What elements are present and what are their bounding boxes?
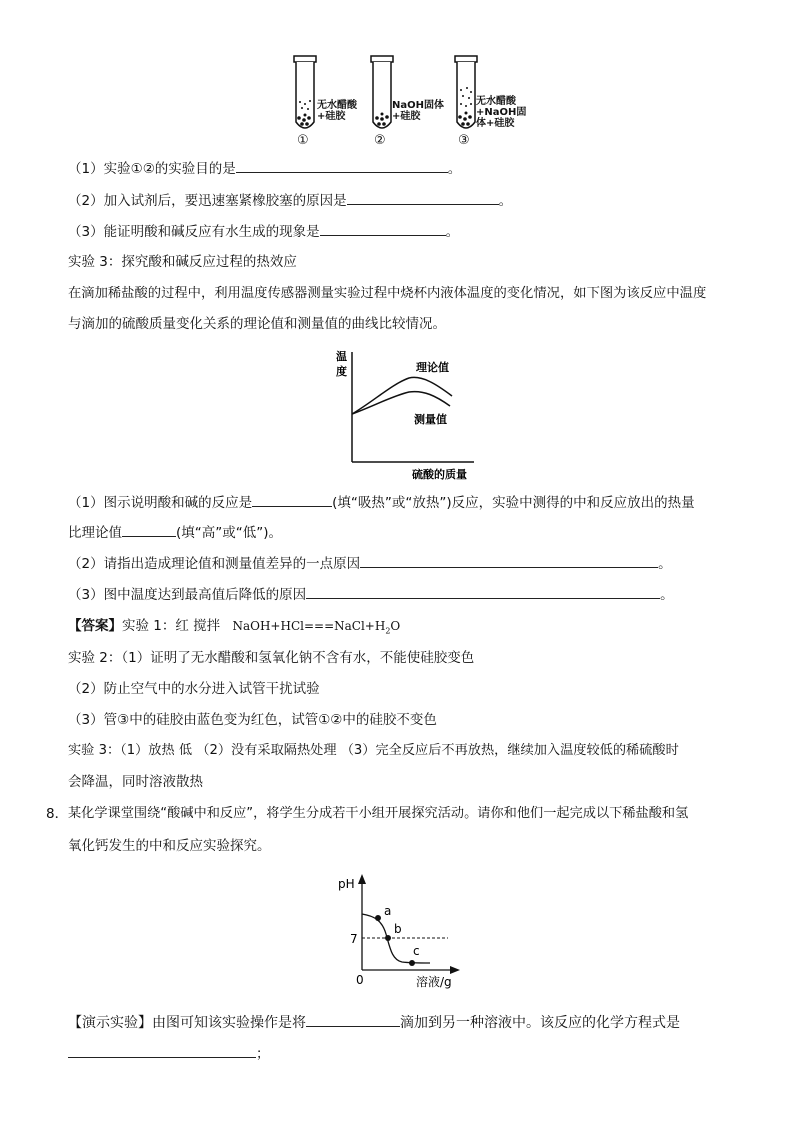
tube-1-number: ① bbox=[297, 133, 309, 148]
temperature-chart-svg bbox=[334, 346, 484, 484]
tube-1-label-line-2: +硅胶 bbox=[317, 111, 346, 122]
demo-end: ； bbox=[256, 1046, 270, 1062]
answer-line-4: （3）管③中的硅胶由蓝色变为红色，试管①②中的硅胶不变色 bbox=[68, 712, 437, 728]
exp2-answer-blank-3[interactable] bbox=[320, 221, 446, 236]
demo-tag: 【演示实验】 bbox=[68, 1015, 152, 1031]
exp2-question-3 bbox=[68, 221, 459, 242]
exp3-paragraph-line-2: 与滴加的硫酸质量变化关系的理论值和测量值的曲线比较情况。 bbox=[68, 316, 446, 332]
test-tube-figure bbox=[285, 52, 535, 152]
exp3-question-2-text: （2）请指出造成理论值和测量值差异的一点原因 bbox=[68, 556, 361, 572]
tube-2-label-line-1: NaOH固体 bbox=[392, 100, 444, 111]
exp3-question-3-end: 。 bbox=[660, 587, 674, 603]
test-tube-1 bbox=[294, 56, 316, 128]
answer-line-2: 实验 2：（1）证明了无水醋酸和氢氧化钠不含有水，不能使硅胶变色 bbox=[68, 650, 475, 666]
ph-chart-xlabel: 溶液/g bbox=[416, 975, 452, 989]
ph-point-a-label: a bbox=[384, 904, 392, 918]
exp2-question-3-end: 。 bbox=[445, 224, 460, 240]
exp2-question-1-text: （1）实验①②的实验目的是 bbox=[68, 161, 236, 177]
ph-point-b bbox=[385, 935, 391, 941]
answer-equation bbox=[232, 619, 401, 636]
temp-chart-ylabel-2: 度 bbox=[336, 365, 347, 378]
ph-y7-label: 7 bbox=[350, 932, 358, 946]
ph-point-c-label: c bbox=[413, 944, 420, 958]
question-8-text-line-2: 氧化钙发生的中和反应实验探究。 bbox=[68, 838, 271, 854]
tube-3-label-line-2: +NaOH固 bbox=[476, 107, 527, 118]
exp2-question-2 bbox=[68, 190, 512, 211]
exp3-answer-blank-4[interactable] bbox=[306, 584, 660, 599]
demo-line-1 bbox=[68, 1012, 680, 1033]
question-8-number: 8． bbox=[46, 806, 69, 822]
demo-answer-blank-1[interactable] bbox=[306, 1012, 400, 1027]
test-tube-3 bbox=[455, 56, 477, 128]
exp3-answer-blank-2[interactable] bbox=[122, 522, 176, 537]
exp3-question-1-text: （1）图示说明酸和碱的反应是 bbox=[68, 495, 253, 511]
exp3-question-1-line-2 bbox=[68, 522, 282, 543]
exp3-question-3-text: （3）图中温度达到最高值后降低的原因 bbox=[68, 587, 307, 603]
temp-chart-xlabel: 硫酸的质量 bbox=[412, 468, 467, 481]
demo-line-2 bbox=[68, 1043, 270, 1064]
exp3-answer-blank-3[interactable] bbox=[360, 553, 658, 568]
theory-series-label: 理论值 bbox=[416, 361, 449, 374]
exp2-question-2-text: （2）加入试剂后，要迅速塞紧橡胶塞的原因是 bbox=[68, 193, 347, 209]
tube-3-label-line-3: 体+硅胶 bbox=[476, 118, 515, 129]
exp3-question-2-end: 。 bbox=[658, 556, 672, 572]
tube-3-label-line-1: 无水醋酸 bbox=[476, 96, 516, 107]
temp-chart-ylabel-1: 温 bbox=[336, 350, 347, 363]
exp3-answer-blank-1[interactable] bbox=[252, 492, 332, 507]
demo-text: 由图可知该实验操作是将 bbox=[152, 1015, 306, 1031]
exp3-question-3 bbox=[68, 584, 674, 605]
answer-line-3: （2）防止空气中的水分进入试管干扰试验 bbox=[68, 681, 320, 697]
exp3-title: 实验 3：探究酸和碱反应过程的热效应 bbox=[68, 254, 297, 270]
demo-text-mid: 滴加到另一种溶液中。该反应的化学方程式是 bbox=[400, 1015, 680, 1031]
demo-answer-blank-2[interactable] bbox=[68, 1043, 256, 1058]
ph-y-axis-arrow bbox=[358, 874, 366, 884]
exp2-question-2-end: 。 bbox=[498, 193, 513, 209]
answer-line-1 bbox=[68, 616, 400, 641]
ph-chart-ylabel: pH bbox=[338, 877, 355, 891]
answer-equation-tail: O bbox=[390, 619, 401, 633]
exp2-question-3-text: （3）能证明酸和碱反应有水生成的现象是 bbox=[68, 224, 320, 240]
answer-tag: 【答案】 bbox=[68, 618, 122, 634]
ph-point-a bbox=[375, 915, 381, 921]
ph-x-axis-arrow bbox=[450, 966, 460, 974]
measured-series-label: 测量值 bbox=[414, 413, 447, 426]
answer-exp1-text: 实验 1：红 搅拌 bbox=[122, 618, 221, 634]
exp2-question-1 bbox=[68, 158, 461, 179]
exp3-paragraph-line-1: 在滴加稀盐酸的过程中，利用温度传感器测量实验过程中烧杯内液体温度的变化情况，如下图为该反应中温度 bbox=[68, 286, 707, 301]
ph-origin-label: 0 bbox=[356, 973, 364, 987]
measured-curve bbox=[352, 392, 450, 414]
ph-chart-svg bbox=[330, 868, 470, 994]
ph-point-c bbox=[409, 960, 415, 966]
exp3-question-2 bbox=[68, 553, 672, 574]
ph-chart bbox=[330, 868, 470, 994]
answer-equation-subscript: 2 bbox=[385, 626, 391, 636]
tube-3-number: ③ bbox=[458, 133, 470, 148]
ph-point-b-label: b bbox=[394, 922, 402, 936]
exp2-answer-blank-2[interactable] bbox=[347, 190, 499, 205]
test-tube-2 bbox=[371, 56, 393, 128]
exp3-question-1-line2-text: 比理论值 bbox=[68, 525, 122, 541]
tube-2-label-line-2: +硅胶 bbox=[392, 111, 421, 122]
tube-2-number: ② bbox=[374, 133, 386, 148]
answer-equation-main: NaOH+HCl===NaCl+H bbox=[232, 619, 386, 633]
temperature-chart bbox=[334, 346, 484, 484]
answer-line-5: 实验 3：（1）放热 低 （2）没有采取隔热处理 （3）完全反应后不再放热，继续加入温度较低的稀硫酸时 bbox=[68, 743, 679, 758]
exp3-question-1-line-1 bbox=[68, 492, 695, 513]
question-8-text-line-1: 某化学课堂围绕“酸碱中和反应”，将学生分成若干小组开展探究活动。请你和他们一起完成以下稀盐酸和氢 bbox=[68, 806, 689, 821]
exp2-question-1-end: 。 bbox=[447, 161, 462, 177]
exp3-question-1-line2-end: (填“高”或“低”)。 bbox=[176, 525, 283, 541]
answer-line-6: 会降温，同时溶液散热 bbox=[68, 774, 203, 790]
tube-1-label-line-1: 无水醋酸 bbox=[317, 100, 357, 111]
exp3-question-1-mid: (填“吸热”或“放热”)反应，实验中测得的中和反应放出的热量 bbox=[332, 495, 695, 511]
exp2-answer-blank-1[interactable] bbox=[236, 158, 448, 173]
